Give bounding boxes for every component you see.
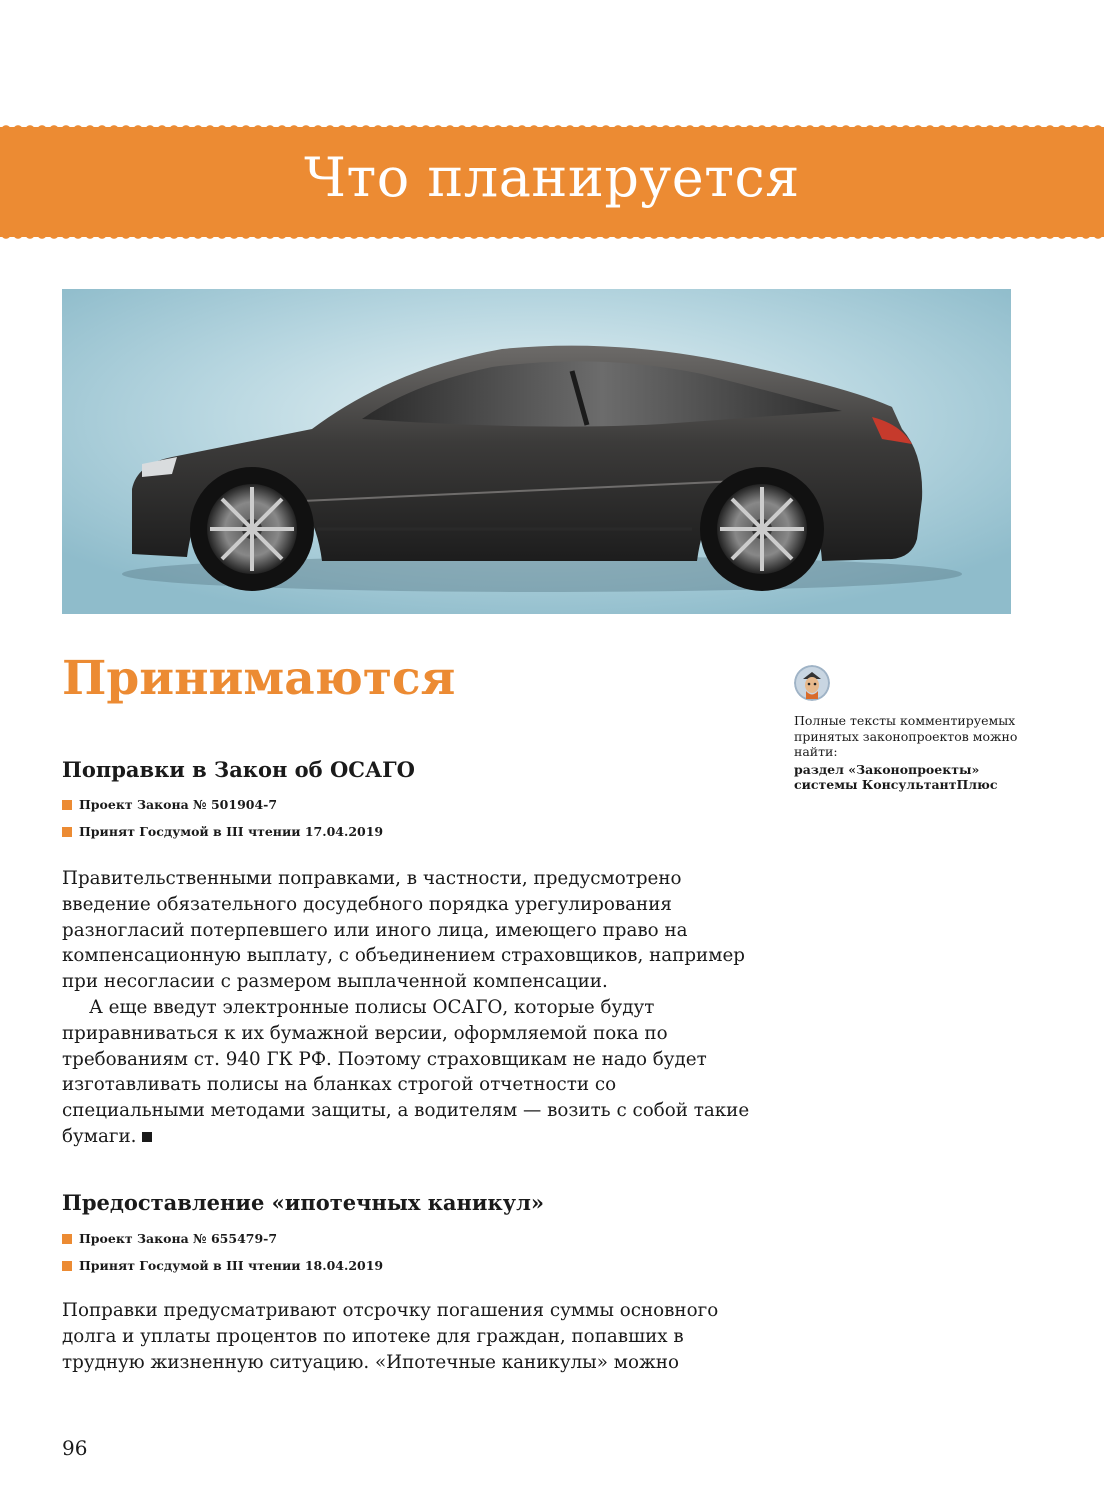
page-number: 96 [62, 1436, 88, 1460]
article-meta [62, 791, 383, 845]
consultant-character-icon [794, 665, 830, 701]
meta-item [62, 1252, 383, 1279]
orange-square-bullet-icon [62, 1234, 72, 1244]
meta-item [62, 1225, 383, 1252]
article-meta [62, 1225, 383, 1279]
paragraph: Правительственными поправками, в частности, предусмотрено введение обязательного досудебного порядка урегулирования разногласий потерпевшего или иного лица, имеющего право на компенсационную выплату, с объединением страховщиков, например при несогласии с размером выплаченной компенсации. [62, 868, 745, 993]
orange-square-bullet-icon [62, 827, 72, 837]
sidebar-note-text: Полные тексты комментируемых принятых законопроектов можно найти: [794, 713, 1018, 759]
meta-text: Принят Госдумой в III чтении 18.04.2019 [79, 1258, 384, 1273]
banner-title: Что планируется [304, 146, 800, 209]
paragraph [62, 995, 752, 1150]
meta-text: Принят Госдумой в III чтении 17.04.2019 [79, 824, 384, 839]
paragraph-text: А еще введут электронные полисы ОСАГО, которые будут приравниваться к их бумажной версии, оформляемой пока по требованиям ст. 940 ГК РФ. Поэтому страховщикам не надо будет изготавливать полисы на бланках строгой отчетности со специальными методами защиты, а водителям — возить с собой такие бумаги. [62, 996, 750, 1147]
end-of-article-icon [142, 1132, 152, 1142]
article-title: Предоставление «ипотечных каникул» [62, 1190, 544, 1215]
paragraph: Поправки предусматривают отсрочку погашения суммы основного долга и уплаты процентов по ипотеке для граждан, попавших в трудную жизненную ситуацию. «Ипотечные каникулы» можно [62, 1300, 719, 1373]
car-photo [62, 289, 1011, 614]
meta-item [62, 791, 383, 818]
banner-scalloped-edge-bottom [0, 234, 1104, 241]
orange-square-bullet-icon [62, 1261, 72, 1271]
meta-text: Проект Закона № 655479-7 [79, 1231, 278, 1246]
meta-item [62, 818, 383, 845]
article-body [62, 1298, 752, 1375]
sidebar-source-text: раздел «Законопроекты» системы КонсультантПлюс [794, 761, 998, 792]
meta-text: Проект Закона № 501904-7 [79, 797, 278, 812]
sidebar-note [794, 665, 1034, 793]
section-title: Принимаются [62, 651, 456, 706]
article-title: Поправки в Закон об ОСАГО [62, 757, 415, 782]
banner-scalloped-edge-top [0, 123, 1104, 130]
article-body [62, 866, 752, 1150]
orange-square-bullet-icon [62, 800, 72, 810]
